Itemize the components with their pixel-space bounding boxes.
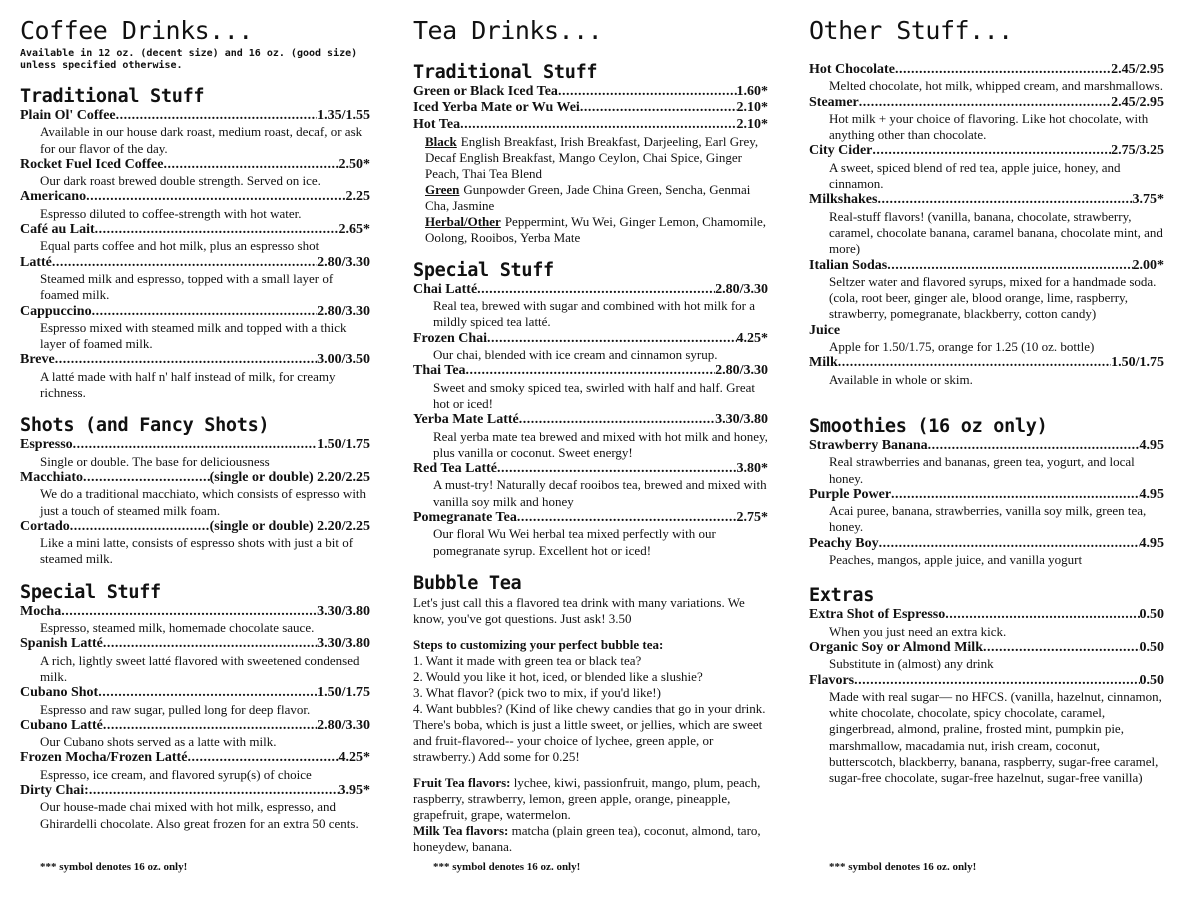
item-desc: Made with real sugar— no HFCS. (vanilla, hazelnut, cinnamon, white chocolate, chocolate, spicy chocolate, caramel, gingerbread, almond, praline, frosted mint, pumpkin pie, marshmallow, macadamia nut, irish cream, coconut, butterscotch, blackberry, banana, raspberry, sugar-free caramel, sugar-free chocolate, sugar-free hazelnut, sugar-free vanilla): [829, 688, 1162, 786]
item-price: 2.50*: [338, 156, 370, 172]
item-desc: Our floral Wu Wei herbal tea mixed perfectly with our pomegranate syrup. Excellent hot or iced!: [433, 526, 716, 558]
item-head: [809, 438, 1164, 454]
leader-dots: [460, 117, 736, 133]
menu-item: [413, 117, 768, 133]
tea-variety: [425, 134, 768, 182]
item-head: [20, 750, 370, 766]
fruit-tea-flavors: [413, 775, 768, 823]
item-price: 4.95: [1139, 486, 1164, 502]
item-desc: A latté made with half n' half instead of milk, for creamy richness.: [40, 368, 336, 401]
item-price: 4.95: [1139, 437, 1164, 453]
item-head: [413, 412, 768, 428]
leader-dots: [891, 487, 1139, 503]
item-head: [809, 323, 1164, 339]
section-heading: Traditional Stuff: [413, 62, 598, 83]
item-desc: Real tea, brewed with sugar and combined with hot milk for a mildly spiced tea latté.: [433, 298, 756, 330]
item-head: [809, 62, 1164, 78]
leader-dots: [872, 143, 1111, 159]
bubble-intro: Let's just call this a flavored tea drink with many variations. We know, you've got questions. Just ask! 3.50: [413, 594, 745, 626]
section-heading: Smoothies (16 oz only): [809, 415, 1048, 437]
item-head: [413, 117, 768, 133]
menu-item: [809, 62, 1164, 95]
item-price: 3.75*: [1132, 192, 1164, 208]
item-price: 2.10*: [736, 100, 768, 116]
item-desc: Espresso mixed with steamed milk and topped with a thick layer of foamed milk.: [40, 319, 347, 352]
item-head: [809, 536, 1164, 552]
item-name: Juice: [809, 322, 841, 338]
item-head: [809, 640, 1164, 656]
tea-category-label: Herbal/Other: [425, 213, 501, 229]
bubble-steps: [413, 653, 768, 765]
menu-item: [20, 604, 370, 637]
bubble-step: 1. Want it made with green tea or black tea?: [413, 652, 642, 668]
item-price: 2.25: [345, 189, 370, 205]
item-desc: Steamed milk and espresso, topped with a small layer of foamed milk.: [40, 270, 334, 303]
item-price: (single or double) 2.20/2.25: [209, 518, 370, 534]
item-price: 1.35/1.55: [317, 108, 370, 123]
menu-item: [413, 282, 768, 331]
leader-dots: [61, 604, 317, 620]
coffee-sections: [20, 86, 370, 832]
other-title: Other Stuff...: [809, 16, 1013, 45]
leader-dots: [52, 255, 317, 271]
bubble-step: 4. Want bubbles? (Kind of like chewy candies that go in your drink. There's boba, which is just a little sweet, or jellies, which are sweet and fruit-flavored-- your choice of lychee, green apple, or strawberry.) Add some for 0.25!: [413, 700, 766, 764]
item-head: [809, 487, 1164, 503]
item-price: 2.80/3.30: [715, 363, 768, 379]
menu-item: [20, 157, 370, 190]
menu-section: [20, 415, 370, 567]
item-name: Plain Ol' Coffee: [20, 108, 116, 123]
item-name: Rocket Fuel Iced Coffee: [20, 156, 164, 172]
item-name: Chai Latté: [413, 281, 478, 297]
item-head: [413, 510, 768, 526]
item-name: Frozen Mocha/Frozen Latté: [20, 750, 188, 766]
item-desc: Peaches, mangos, apple juice, and vanilla yogurt: [829, 552, 1083, 568]
item-head: [809, 673, 1164, 689]
leader-dots: [70, 519, 210, 535]
leader-dots: [854, 673, 1139, 689]
item-name: Cubano Latté: [20, 717, 103, 733]
item-name: Yerba Mate Latté: [413, 412, 519, 428]
item-price: 4.95: [1139, 535, 1164, 551]
item-head: [809, 95, 1164, 111]
leader-dots: [558, 84, 737, 100]
tea-category-label: Green: [425, 181, 460, 197]
item-price: 1.60*: [736, 84, 768, 99]
menu-item: [809, 673, 1164, 787]
leader-dots: [163, 157, 338, 173]
leader-dots: [103, 718, 317, 734]
tea-category-list: Gunpowder Green, Jade China Green, Sencha, Genmai Cha, Jasmine: [425, 181, 751, 213]
menu-item: [20, 783, 370, 832]
item-desc: Espresso, ice cream, and flavored syrup(s) of choice: [40, 766, 312, 782]
menu-item: [20, 437, 370, 470]
item-price: 3.30/3.80: [715, 412, 768, 428]
item-price: 2.10*: [736, 116, 768, 132]
item-head: [809, 607, 1164, 623]
item-desc: We do a traditional macchiato, which consists of espresso with just a touch of steamed milk foam.: [40, 486, 367, 518]
leader-dots: [487, 331, 736, 347]
menu-item: [413, 412, 768, 461]
extras-section: [809, 585, 1164, 786]
section-heading: Traditional Stuff: [20, 86, 205, 107]
menu-item: [20, 470, 370, 519]
item-name: Breve: [20, 352, 55, 368]
leader-dots: [877, 192, 1132, 208]
coffee-column: [20, 14, 370, 841]
item-desc: Single or double. The base for deliciousness: [40, 453, 270, 469]
bubble-step: 2. Would you like it hot, iced, or blended like a slushie?: [413, 668, 703, 684]
item-name: Green or Black Iced Tea: [413, 84, 558, 99]
leader-dots: [517, 510, 737, 526]
tea-category-list: English Breakfast, Irish Breakfast, Darjeeling, Earl Grey, Decaf English Breakfast, Mango Ceylon, Chai Spice, Ginger Peach, Thai Tea Blend: [425, 133, 759, 181]
bubble-tea-section: [413, 573, 768, 855]
item-desc: Hot milk + your choice of flavoring. Like hot chocolate, with anything other than chocolate.: [829, 110, 1149, 143]
other-items-section: [809, 62, 1164, 388]
item-price: 3.30/3.80: [317, 603, 370, 619]
menu-item: [20, 304, 370, 353]
item-desc: Our Cubano shots served as a latte with milk.: [40, 734, 277, 750]
item-price: 1.50/1.75: [1111, 355, 1164, 371]
item-head: [413, 331, 768, 347]
leader-dots: [519, 412, 715, 428]
menu-item: [809, 192, 1164, 257]
tea-traditional-section: [413, 62, 768, 246]
item-head: [20, 685, 370, 701]
item-head: [20, 718, 370, 734]
item-desc: Like a mini latte, consists of espresso shots with just a bit of steamed milk.: [40, 535, 354, 567]
bubble-step: 3. What flavor? (pick two to mix, if you'd like!): [413, 684, 661, 700]
item-name: Italian Sodas: [809, 257, 888, 273]
menu-item: [809, 536, 1164, 569]
item-desc: Available in whole or skim.: [829, 371, 973, 387]
other-footnote: *** symbol denotes 16 oz. only!: [829, 861, 977, 873]
menu-item: [413, 100, 768, 116]
leader-dots: [879, 536, 1140, 552]
menu-item: [20, 352, 370, 401]
item-price: 0.50: [1139, 672, 1164, 688]
item-name: Iced Yerba Mate or Wu Wei: [413, 100, 580, 116]
item-desc: Available in our house dark roast, medium roast, decaf, or ask for our flavor of the day.: [40, 124, 363, 156]
item-head: [809, 143, 1164, 159]
leader-dots: [92, 304, 318, 320]
menu-item: [413, 363, 768, 412]
item-name: Hot Chocolate: [809, 62, 895, 77]
item-name: Hot Tea: [413, 116, 461, 132]
menu-item: [809, 438, 1164, 487]
item-desc: A rich, lightly sweet latté flavored with sweetened condensed milk.: [40, 652, 360, 684]
item-price: 2.45/2.95: [1111, 94, 1164, 110]
item-price: 2.75*: [736, 510, 768, 526]
item-desc: A sweet, spiced blend of red tea, apple juice, honey, and cinnamon.: [829, 159, 1121, 192]
tea-variety: [425, 182, 768, 214]
item-name: Mocha: [20, 603, 62, 619]
item-head: [20, 604, 370, 620]
item-desc: Espresso diluted to coffee-strength with hot water.: [40, 205, 302, 221]
tea-title: Tea Drinks...: [413, 16, 603, 45]
tea-column: [413, 14, 768, 864]
item-desc: Our house-made chai mixed with hot milk, espresso, and Ghirardelli chocolate. Also great frozen for an extra 50 cents.: [40, 799, 359, 831]
item-head: [20, 222, 370, 238]
item-head: [809, 355, 1164, 371]
item-name: Pomegranate Tea: [413, 510, 517, 526]
leader-dots: [55, 352, 317, 368]
item-price: 4.25*: [338, 750, 370, 766]
section-heading: Special Stuff: [413, 259, 554, 281]
leader-dots: [86, 189, 345, 205]
item-desc: Real yerba mate tea brewed and mixed with hot milk and honey, plus vanilla or coconut. Sweet energy!: [433, 428, 768, 460]
leader-dots: [887, 258, 1132, 274]
item-desc: A must-try! Naturally decaf rooibos tea, brewed and mixed with vanilla soy milk and honey: [433, 477, 767, 509]
item-name: Espresso: [20, 437, 73, 453]
item-name: Steamer: [809, 94, 859, 110]
item-price: 2.80/3.30: [317, 254, 370, 270]
menu-item: [20, 685, 370, 718]
item-name: Strawberry Banana: [809, 437, 928, 453]
item-desc: Sweet and smoky spiced tea, swirled with half and half. Great hot or iced!: [433, 379, 756, 411]
item-price: 4.25*: [736, 330, 768, 346]
item-head: [20, 437, 370, 453]
menu-item: [20, 222, 370, 255]
item-name: Americano: [20, 189, 87, 205]
item-price: 2.75/3.25: [1111, 143, 1164, 159]
extras-items: [809, 607, 1164, 786]
menu-item: [809, 487, 1164, 536]
milk-tea-text: matcha (plain green tea), coconut, almond, taro, honeydew, banana.: [413, 822, 761, 854]
leader-dots: [497, 461, 737, 477]
coffee-footnote: *** symbol denotes 16 oz. only!: [40, 861, 188, 873]
item-name: Spanish Latté: [20, 636, 103, 652]
item-head: [20, 108, 370, 124]
item-name: Cappuccino: [20, 303, 92, 319]
leader-dots: [89, 783, 339, 799]
menu-item: [20, 718, 370, 751]
tea-category-list: Peppermint, Wu Wei, Ginger Lemon, Chamomile, Oolong, Rooibos, Yerba Mate: [425, 213, 766, 245]
section-heading: Extras: [809, 585, 875, 607]
menu-item: [20, 189, 370, 222]
item-head: [413, 282, 768, 298]
item-head: [413, 461, 768, 477]
item-price: 3.95*: [338, 782, 370, 798]
smoothies-section: [809, 416, 1164, 568]
item-head: [413, 363, 768, 379]
size-note: Available in 12 oz. (decent size) and 16 oz. (good size) unless specified otherwise.: [20, 48, 358, 71]
leader-dots: [477, 282, 715, 298]
fruit-tea-text: lychee, kiwi, passionfruit, mango, plum, peach, raspberry, strawberry, lemon, green apple, orange, pineapple, grapefruit, grape, watermelon.: [413, 774, 761, 822]
menu-item: [809, 607, 1164, 640]
item-name: Milkshakes: [809, 192, 878, 208]
item-desc: When you just need an extra kick.: [829, 623, 1007, 639]
tea-footnote: *** symbol denotes 16 oz. only!: [433, 861, 581, 873]
menu-item: [809, 143, 1164, 192]
menu-item: [20, 519, 370, 568]
tea-category-label: Black: [425, 133, 457, 149]
tea-variety: [425, 214, 768, 246]
leader-dots: [116, 108, 317, 124]
tea-special-items: [413, 282, 768, 559]
item-desc: Equal parts coffee and hot milk, plus an espresso shot: [40, 238, 320, 254]
item-price: 0.50: [1139, 639, 1164, 655]
menu-item-juice: [809, 323, 1164, 356]
item-desc: Our dark roast brewed double strength. Served on ice.: [40, 173, 321, 189]
tea-traditional-items: [413, 84, 768, 133]
leader-dots: [73, 437, 317, 453]
leader-dots: [945, 607, 1139, 623]
item-name: Thai Tea: [413, 363, 466, 379]
item-head: [20, 783, 370, 799]
item-name: Red Tea Latté: [413, 461, 497, 477]
leader-dots: [838, 355, 1111, 371]
bubble-steps-title: Steps to customizing your perfect bubble tea:: [413, 636, 664, 652]
item-desc: Acai puree, banana, strawberries, vanilla soy milk, green tea, honey.: [829, 503, 1147, 535]
item-desc: Seltzer water and flavored syrups, mixed for a handmade soda. (cola, root beer, ginger ale, blood orange, lime, raspberry, strawberry, pomegranate, blackberry, cotton candy): [829, 273, 1157, 322]
item-price: 2.00*: [1132, 257, 1164, 273]
menu-item-milk: [809, 355, 1164, 388]
milk-tea-flavors: [413, 823, 768, 855]
item-name: Cubano Shot: [20, 685, 99, 701]
item-head: [809, 192, 1164, 208]
section-heading: Shots (and Fancy Shots): [20, 415, 270, 437]
item-desc: Substitute in (almost) any drink: [829, 656, 994, 672]
item-head: [20, 189, 370, 205]
tea-varieties: [413, 134, 768, 246]
leader-dots: [95, 222, 339, 238]
item-name: City Cider: [809, 143, 873, 159]
coffee-title: Coffee Drinks...: [20, 16, 253, 45]
leader-dots: [895, 62, 1111, 78]
item-price: 2.80/3.30: [317, 717, 370, 733]
menu-item: [809, 95, 1164, 144]
leader-dots: [103, 636, 317, 652]
item-name: Flavors: [809, 672, 855, 688]
menu-item: [809, 640, 1164, 673]
item-name: Macchiato: [20, 469, 83, 485]
leader-dots: [983, 640, 1140, 656]
item-head: [809, 258, 1164, 274]
fruit-tea-label: Fruit Tea flavors:: [413, 774, 511, 790]
item-desc: Real-stuff flavors! (vanilla, banana, chocolate, strawberry, caramel, chocolate banana, caramel banana, chocolate mint, and more): [829, 208, 1163, 257]
item-name: Frozen Chai: [413, 330, 488, 346]
leader-dots: [580, 100, 737, 116]
item-name: Milk: [809, 355, 838, 371]
menu-section: [20, 86, 370, 401]
item-name: Purple Power: [809, 486, 892, 502]
item-head: [20, 157, 370, 173]
menu-item: [809, 258, 1164, 323]
item-head: [413, 84, 768, 100]
item-name: Extra Shot of Espresso: [809, 607, 946, 623]
item-price: 0.50: [1139, 607, 1164, 623]
leader-dots: [98, 685, 317, 701]
leader-dots: [187, 750, 338, 766]
menu-item: [413, 461, 768, 510]
item-head: [20, 304, 370, 320]
item-head: [20, 519, 370, 535]
leader-dots: [859, 95, 1111, 111]
item-desc: Espresso and raw sugar, pulled long for deep flavor.: [40, 701, 311, 717]
smoothies-items: [809, 438, 1164, 568]
menu-item: [20, 750, 370, 783]
item-price: 1.50/1.75: [317, 437, 370, 453]
leader-dots: [466, 363, 716, 379]
milk-tea-label: Milk Tea flavors:: [413, 822, 509, 838]
other-items: [809, 62, 1164, 323]
item-price: 3.80*: [736, 461, 768, 477]
item-desc: Apple for 1.50/1.75, orange for 1.25 (10 oz. bottle): [829, 339, 1095, 355]
item-head: [413, 100, 768, 116]
item-head: [20, 636, 370, 652]
item-name: Cortado: [20, 518, 70, 534]
menu-item: [20, 636, 370, 685]
item-desc: Melted chocolate, hot milk, whipped cream, and marshmallows.: [829, 78, 1163, 94]
item-desc: Our chai, blended with ice cream and cinnamon syrup.: [433, 347, 718, 363]
menu-section: [20, 582, 370, 832]
menu-item: [413, 331, 768, 364]
item-price: 2.80/3.30: [715, 281, 768, 297]
other-column: [809, 14, 1164, 796]
menu-item: [413, 510, 768, 559]
section-heading: Special Stuff: [20, 581, 161, 603]
section-heading: Bubble Tea: [413, 572, 522, 594]
item-name: Latté: [20, 254, 52, 270]
item-name: Café au Lait: [20, 222, 95, 238]
item-head: [20, 352, 370, 368]
item-name: Peachy Boy: [809, 535, 879, 551]
item-name: Organic Soy or Almond Milk: [809, 639, 983, 655]
item-name: Dirty Chai:: [20, 782, 89, 798]
item-price: 2.65*: [338, 222, 370, 238]
item-desc: Real strawberries and bananas, green tea, yogurt, and local honey.: [829, 454, 1135, 486]
menu-item: [20, 255, 370, 304]
item-price: 2.80/3.30: [317, 303, 370, 319]
item-price: (single or double) 2.20/2.25: [209, 469, 370, 485]
item-head: [20, 470, 370, 486]
item-head: [20, 255, 370, 271]
item-desc: Espresso, steamed milk, homemade chocolate sauce.: [40, 620, 315, 636]
leader-dots: [83, 470, 210, 486]
item-price: 3.30/3.80: [317, 636, 370, 652]
leader-dots: [928, 438, 1140, 454]
item-price: 3.00/3.50: [317, 352, 370, 368]
item-price: 2.45/2.95: [1111, 62, 1164, 77]
menu-item: [20, 108, 370, 157]
tea-special-section: [413, 260, 768, 559]
menu-item: [413, 84, 768, 100]
item-price: 1.50/1.75: [317, 685, 370, 701]
